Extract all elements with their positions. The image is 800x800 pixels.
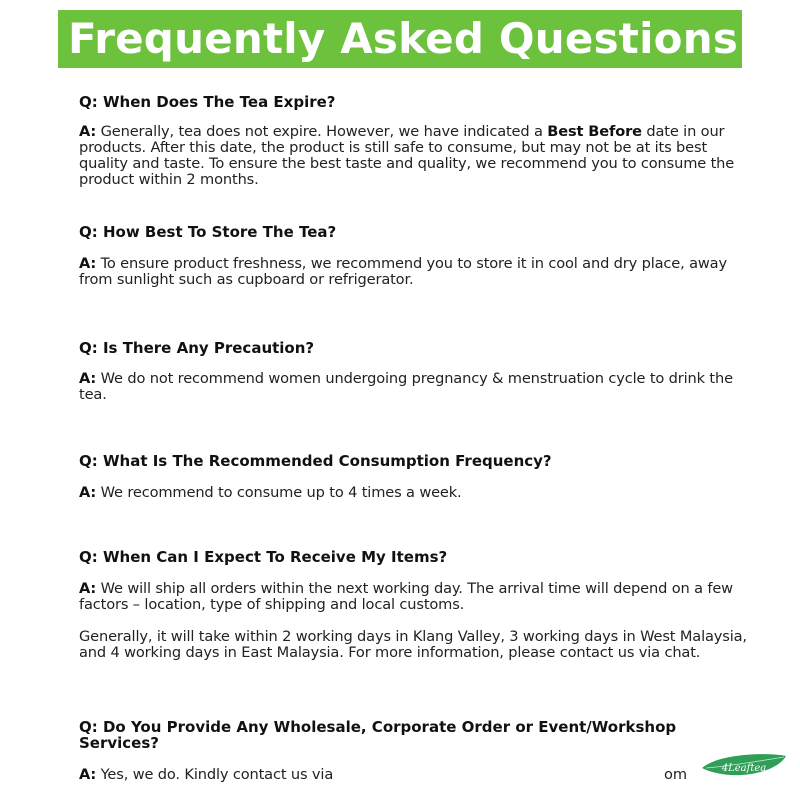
faq-question-store: Q: How Best To Store The Tea? [79,223,337,241]
faq-question-precaution: Q: Is There Any Precaution? [79,339,315,357]
page-title: Frequently Asked Questions [68,14,739,63]
answer-text: Generally, tea does not expire. However, we have indicated a [100,123,548,140]
answer-text: date in our products. After this date, the product is still safe to consume, but may not be at its best quality and taste. To ensure the best taste and quality, we recommend you to consume the product within 2 months. [79,123,735,188]
answer-text: To ensure product freshness, we recommend you to store it in cool and dry place, away from sunlight such as cupboard or refrigerator. [79,255,727,288]
svg-text:4Leaftea: 4Leaftea [721,763,767,774]
answer-label: A: [79,766,97,783]
best-before-text: Best Before [547,123,642,140]
faq-question-delivery: Q: When Can I Expect To Receive My Items? [79,548,448,566]
faq-question-expire: Q: When Does The Tea Expire? [79,93,336,111]
faq-answer-store [79,256,749,288]
faq-answer-delivery-extra: Generally, it will take within 2 working days in Klang Valley, 3 working days in West Malaysia, and 4 working days in East Malaysia. For more information, please contact us via chat. [79,628,747,661]
faq-question-frequency: Q: What Is The Recommended Consumption Frequency? [79,452,552,470]
brand-logo [700,752,788,782]
header-banner [58,10,742,68]
answer-text: We do not recommend women undergoing pregnancy & menstruation cycle to drink the tea. [79,370,733,403]
faq-answer-expire [79,124,749,188]
faq-answer-frequency [79,485,749,501]
faq-answer-wholesale-end: om [664,766,688,783]
answer-label: A: [79,370,97,387]
leaf-logo-icon [700,752,788,782]
faq-answer-precaution [79,371,749,403]
answer-text: Yes, we do. Kindly contact us via [100,766,334,783]
answer-text: We recommend to consume up to 4 times a week. [100,484,462,501]
answer-text: We will ship all orders within the next working day. The arrival time will depend on a few factors – location, type of shipping and local customs. [79,580,733,613]
answer-label: A: [79,255,97,272]
answer-label: A: [79,123,97,140]
answer-label: A: [79,580,97,597]
faq-answer-delivery [79,581,749,613]
faq-question-wholesale: Q: Do You Provide Any Wholesale, Corporate Order or Event/Workshop Services? [79,718,677,752]
answer-label: A: [79,484,97,501]
faq-answer-wholesale [79,767,359,783]
